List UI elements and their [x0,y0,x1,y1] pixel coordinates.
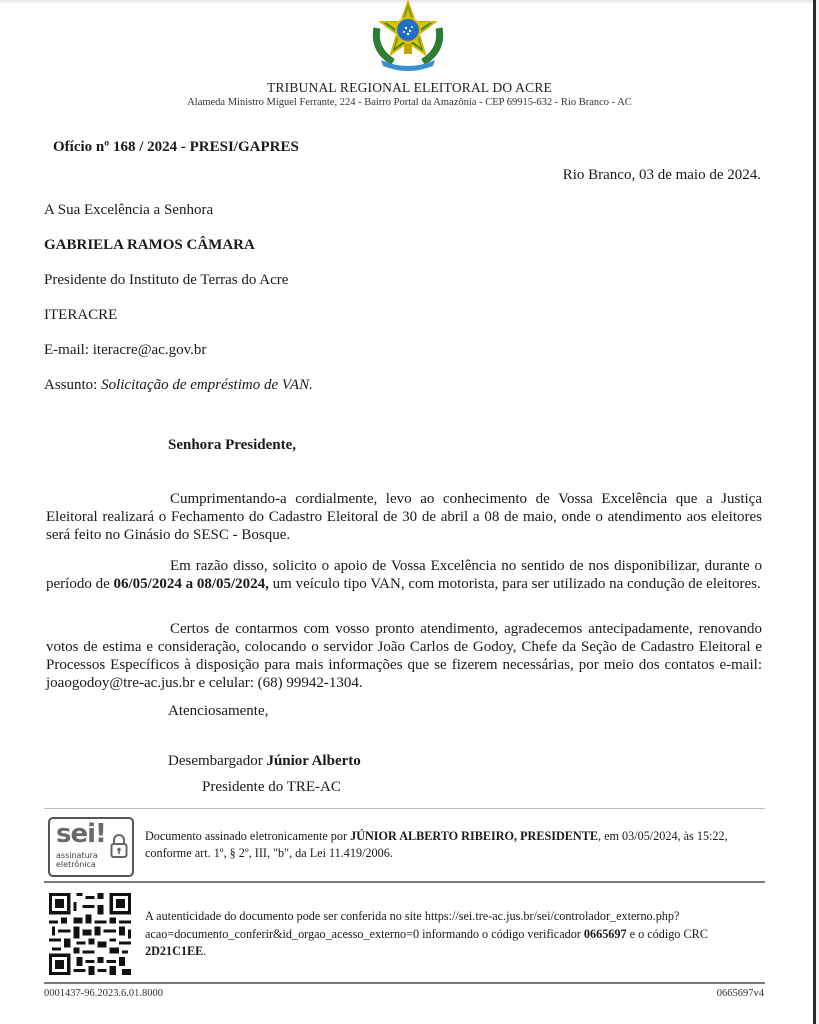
paragraph-text: Cumprimentando-a cordialmente, levo ao conhecimento de Vossa Excelência que a Justiça Eleitoral realizará o Fechamento do Cadastro Eleitoral de 30 de abril a 08 de maio, onde o atendimento aos eleitores será feito no Ginásio do SESC - Bosque. [46,491,762,543]
sei-logo: sei! [56,819,106,849]
recipient-organization: ITERACRE [44,307,118,323]
recipient-email: E-mail: iteracre@ac.gov.br [44,342,207,358]
qr-code-icon [46,890,134,978]
signer-name: Júnior Alberto [266,753,361,769]
divider [44,982,765,984]
sei-badge-caption [56,851,98,869]
sei-signature-badge [48,817,134,877]
signature-signer: JÚNIOR ALBERTO RIBEIRO, PRESIDENTE [350,829,598,843]
electronic-signature-notice [145,828,763,862]
recipient-role: Presidente do Instituto de Terras do Acre [44,272,289,288]
coat-of-arms-emblem [363,0,453,72]
closing: Atenciosamente, [168,703,269,719]
recipient-name: GABRIELA RAMOS CÂMARA [44,237,255,253]
process-number: 0001437-96.2023.6.01.8000 [44,988,163,999]
padlock-icon [110,833,128,859]
body-paragraph-3 [46,620,762,692]
crc-code: 2D21C1EE [145,944,204,958]
authenticity-notice [145,908,765,961]
subject-text: Solicitação de empréstimo de VAN. [101,377,313,393]
paragraph-text: Em razão disso, solicito o apoio de Vossa Excelência no sentido de nos disponibilizar, durante o período de [46,558,762,592]
recipient-salutation: A Sua Excelência a Senhora [44,202,214,218]
paragraph-text: Certos de contarmos com vosso pronto atendimento, agradecemos antecipadamente, renovando votos de estima e consideração, colocando o servidor João Carlos de Godoy, Chefe da Seção de Cadastro Eleitoral e Processos Específicos à disposição para mais informações que se fizerem necessárias, por meio dos contatos e-mail: joaogodoy@tre-ac.jus.br e celular: (68) 99942-1304. [46,621,762,691]
signer-role: Presidente do TRE-AC [202,779,341,795]
subject-line [44,377,313,394]
document-version: 0665697v4 [716,988,764,999]
request-period: 06/05/2024 a 08/05/2024, [113,576,269,592]
sei-caption-line: assinatura [56,851,98,860]
subject-label: Assunto: [44,377,98,393]
notice-text: . [203,944,207,958]
verifier-code: 0665697 [583,926,627,941]
divider [44,808,765,809]
notice-text: e o código CRC [626,926,708,941]
place-date: Rio Branco, 03 de maio de 2024. [562,167,761,183]
notice-text: A autenticidade do documento pode ser conferida no site https://sei.tre-ac.jus.br/sei/controlador_externo.php?acao=documento_conferir&id_orgao_acesso_externo=0 informando o código verificador [145,909,680,941]
signer-line [168,753,361,770]
body-paragraph-1 [46,490,762,544]
letter-reference: Ofício nº 168 / 2024 - PRESI/GAPRES [53,139,299,155]
notice-text: , em 03/05/2024, às 15:22, conforme art. 1º, § 2º, III, "b", da Lei 11.419/2006. [145,829,728,860]
institution-address: Alameda Ministro Miguel Ferrante, 224 - Bairro Portal da Amazônia - CEP 69915-632 - Rio Branco - AC [187,97,632,108]
sei-caption-line: eletrônica [56,860,96,869]
divider [44,881,765,883]
signer-title: Desembargador [168,753,267,769]
body-paragraph-2 [46,557,762,593]
greeting: Senhora Presidente, [168,437,297,453]
paragraph-text: um veículo tipo VAN, com motorista, para ser utilizado na condução de eleitores. [268,576,761,592]
institution-title: TRIBUNAL REGIONAL ELEITORAL DO ACRE [267,80,552,95]
notice-text: Documento assinado eletronicamente por [145,829,351,843]
